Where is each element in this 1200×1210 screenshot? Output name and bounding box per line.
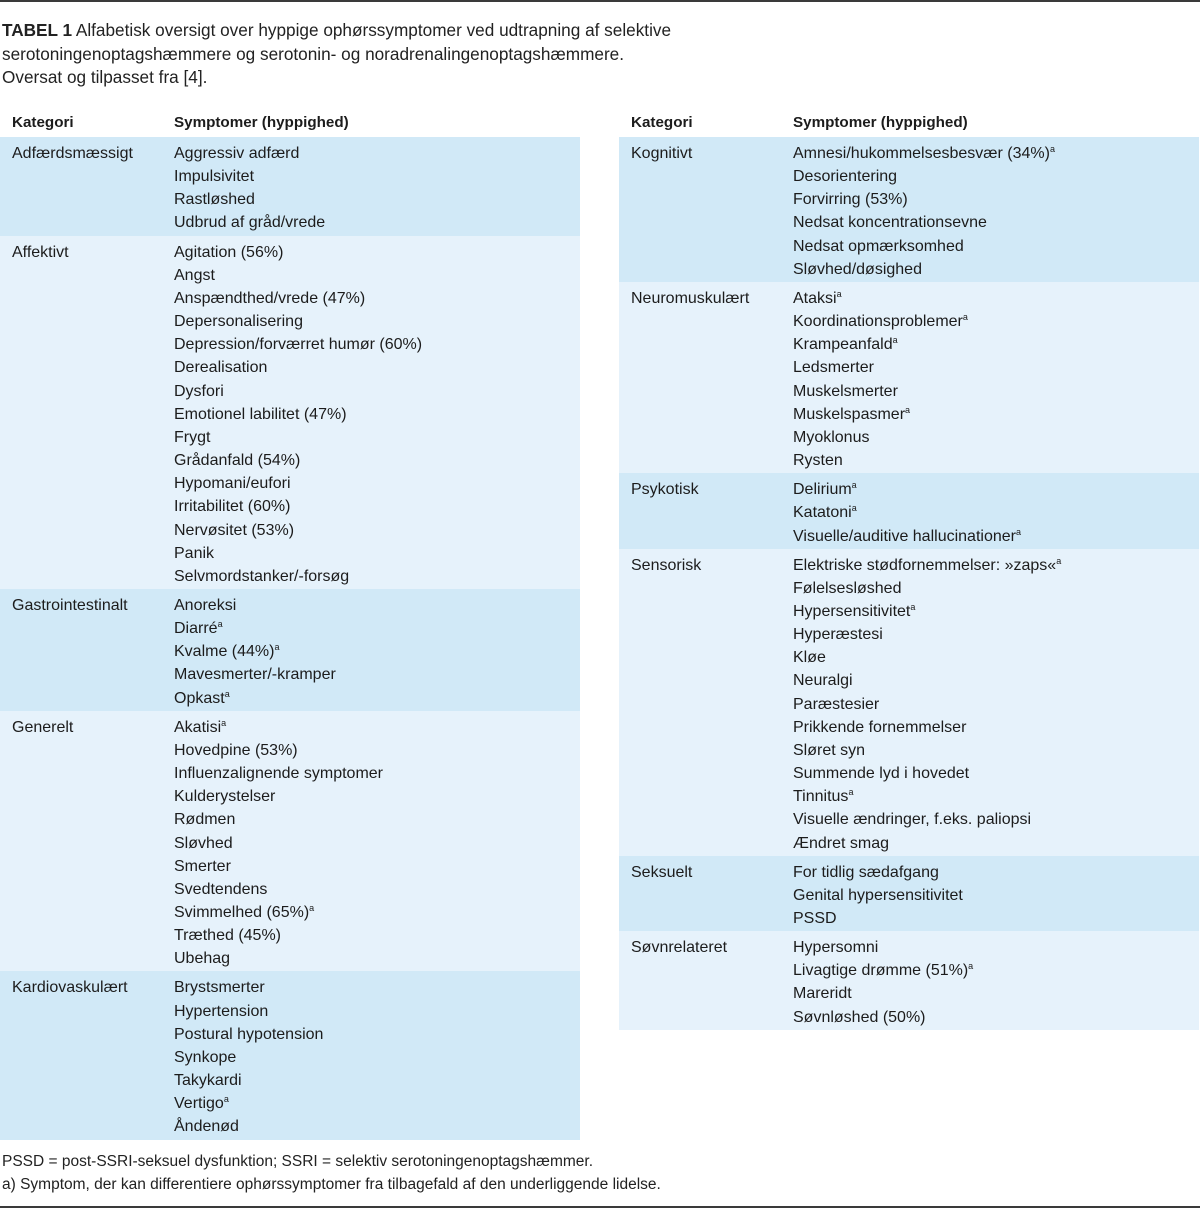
symptom-text: For tidlig sædafgang (793, 863, 939, 881)
symptom-item (174, 356, 580, 379)
symptom-text: Anoreksi (174, 596, 237, 614)
symptom-text: PSSD (793, 910, 837, 927)
table-caption (2, 19, 1192, 90)
symptom-text: Grådanfald (54%) (174, 452, 301, 470)
symptom-text: Rødmen (174, 811, 236, 829)
symptom-text: Desorientering (793, 168, 898, 186)
symptom-text: Panik (174, 544, 215, 562)
symptom-text: Sløvhed/døsighed (793, 260, 922, 278)
symptom-text: Delirium (793, 481, 852, 499)
category-row (619, 137, 1199, 282)
category-label: Seksuelt (631, 863, 693, 881)
symptom-text: Muskelsmerter (793, 382, 898, 400)
symptom-list (174, 716, 580, 971)
left-table-header (0, 108, 580, 137)
symptom-item (793, 449, 1199, 472)
category-row (0, 711, 580, 972)
footnote-marker: a (1049, 144, 1055, 154)
symptom-item (174, 594, 580, 617)
symptom-text: Ledsmerter (793, 359, 874, 377)
symptom-text: Depression/forværret humør (60%) (174, 336, 423, 354)
symptom-text: Vertigo (174, 1095, 224, 1113)
symptom-item (174, 1000, 580, 1023)
symptom-text: Aggressiv adfærd (174, 145, 300, 162)
header-symptoms: Symptomer (hyppighed) (793, 114, 968, 131)
symptom-text: Elektriske stødfornemmelser: »zaps« (793, 556, 1057, 574)
footnote-marker: a (851, 480, 857, 491)
symptom-item (793, 936, 1199, 959)
symptom-text: Frygt (174, 428, 211, 446)
symptom-item (793, 785, 1199, 808)
symptom-item (174, 947, 580, 970)
footnote-marker: a (221, 717, 227, 728)
symptom-item (793, 165, 1199, 188)
symptom-text: Summende lyd i hovedet (793, 765, 970, 783)
symptom-text: Hypertension (174, 1002, 269, 1020)
symptom-text: Dysfori (174, 382, 224, 400)
symptom-list (174, 241, 580, 588)
symptom-list (793, 142, 1199, 281)
category-row (619, 931, 1199, 1030)
symptom-item (793, 884, 1199, 907)
symptom-list (793, 554, 1199, 855)
symptom-item (174, 924, 580, 947)
footnote-marker: a (905, 404, 911, 415)
symptom-text: Nedsat koncentrationsevne (793, 214, 987, 232)
symptom-text: Koordinationsproblemer (793, 313, 963, 331)
symptom-text: Hovedpine (53%) (174, 741, 298, 759)
symptom-item (174, 472, 580, 495)
symptom-item (793, 142, 1199, 165)
symptom-text: Ændret smag (793, 834, 890, 852)
symptom-item (174, 380, 580, 403)
symptom-text: Hypersomni (793, 939, 879, 957)
symptom-item (793, 525, 1199, 548)
symptom-item (793, 356, 1199, 379)
symptom-text: Sløret syn (793, 741, 866, 759)
symptom-text: Diarré (174, 620, 218, 638)
symptom-text: Depersonalisering (174, 313, 303, 331)
symptom-item (174, 1115, 580, 1138)
left-table (0, 108, 580, 1140)
symptom-list (793, 478, 1199, 547)
symptom-text: Muskelspasmer (793, 405, 906, 423)
symptom-item (793, 600, 1199, 623)
symptom-item (793, 310, 1199, 333)
footnote-marker: a (892, 335, 898, 346)
category-row (619, 856, 1199, 931)
symptom-text: Emotionel labilitet (47%) (174, 405, 347, 423)
caption-line-3: Oversat og tilpasset fra [4]. (2, 67, 208, 87)
symptom-text: Anspændthed/vrede (47%) (174, 289, 366, 307)
symptom-item (793, 959, 1199, 982)
symptom-item (793, 982, 1199, 1005)
symptom-text: Visuelle ændringer, f.eks. paliopsi (793, 811, 1032, 829)
symptom-item (793, 739, 1199, 762)
symptom-item (793, 693, 1199, 716)
category-label: Psykotisk (631, 481, 699, 499)
symptom-item (793, 646, 1199, 669)
symptom-text: Prikkende fornemmelser (793, 718, 967, 736)
symptom-text: Mareridt (793, 985, 852, 1003)
symptom-text: Neuralgi (793, 672, 853, 690)
category-row (0, 137, 580, 236)
symptom-text: Angst (174, 266, 215, 284)
symptom-item (793, 577, 1199, 600)
footnote-marker: a (217, 619, 223, 630)
symptom-text: Kvalme (44%) (174, 643, 275, 661)
symptom-item (793, 188, 1199, 211)
symptom-text: Postural hypotension (174, 1025, 324, 1043)
footnote-marker: a (836, 288, 842, 299)
footnote-marker: a (848, 787, 854, 798)
symptom-text: Opkast (174, 689, 225, 707)
symptom-item (793, 554, 1199, 577)
symptom-item (793, 258, 1199, 281)
category-label: Adfærdsmæssigt (12, 145, 133, 162)
symptom-text: Forvirring (53%) (793, 191, 908, 209)
symptom-item (793, 333, 1199, 356)
category-row (0, 971, 580, 1139)
category-label: Neuromuskulært (631, 289, 750, 307)
symptom-text: Livagtige drømme (51%) (793, 962, 969, 980)
symptom-item (174, 663, 580, 686)
symptom-item (174, 855, 580, 878)
footnote-abbreviations: PSSD = post-SSRI-seksuel dysfunktion; SSRI = selektiv serotoningenoptagshæmmer. (2, 1153, 594, 1170)
symptom-item (793, 623, 1199, 646)
symptom-item (174, 878, 580, 901)
symptom-text: Søvnløshed (50%) (793, 1008, 926, 1026)
category-label: Søvnrelateret (631, 939, 728, 957)
symptom-text: Åndenød (174, 1118, 239, 1136)
symptom-item (793, 808, 1199, 831)
category-label: Kognitivt (631, 145, 693, 162)
symptom-text: Hypomani/eufori (174, 475, 291, 493)
symptom-item (174, 142, 580, 165)
symptom-item (793, 501, 1199, 524)
symptom-item (793, 861, 1199, 884)
symptom-item (174, 565, 580, 588)
symptom-item (174, 403, 580, 426)
symptom-item (793, 380, 1199, 403)
category-row (619, 549, 1199, 856)
symptom-item (174, 716, 580, 739)
symptom-text: Synkope (174, 1048, 237, 1066)
symptom-text: Hypersensitivitet (793, 602, 911, 620)
symptom-text: Svedtendens (174, 880, 268, 898)
symptom-text: Akatisi (174, 718, 222, 736)
caption-line-1 (2, 19, 1192, 43)
symptom-text: Katatoni (793, 504, 852, 522)
category-row (619, 473, 1199, 548)
header-category: Kategori (631, 114, 693, 131)
symptom-list (174, 142, 580, 235)
symptom-item (174, 1069, 580, 1092)
symptom-text: Nervøsitet (53%) (174, 521, 295, 539)
symptom-item (174, 333, 580, 356)
right-table-body (619, 137, 1199, 1030)
symptom-text: Ubehag (174, 950, 231, 968)
category-row (0, 236, 580, 589)
symptom-text: Rysten (793, 452, 843, 470)
symptom-list (174, 594, 580, 710)
symptom-text: Nedsat opmærksomhed (793, 237, 964, 255)
symptom-text: Udbrud af gråd/vrede (174, 214, 326, 232)
symptom-item (174, 785, 580, 808)
symptom-item (793, 1006, 1199, 1029)
footnote-marker: a (274, 642, 280, 653)
symptom-text: Selvmordstanker/-forsøg (174, 567, 350, 585)
right-table (619, 108, 1199, 1030)
symptom-item (174, 808, 580, 831)
symptom-item (174, 310, 580, 333)
right-table-header (619, 108, 1199, 137)
symptom-text: Smerter (174, 857, 231, 875)
symptom-item (793, 762, 1199, 785)
category-label: Kardiovaskulært (12, 979, 128, 997)
symptom-text: Visuelle/auditive hallucinationer (793, 527, 1016, 545)
symptom-item (793, 907, 1199, 930)
symptom-text: Genital hypersensitivitet (793, 886, 963, 904)
symptom-item (174, 640, 580, 663)
category-label: Generelt (12, 718, 74, 736)
symptom-item (174, 976, 580, 999)
symptom-item (793, 287, 1199, 310)
category-label: Affektivt (12, 243, 69, 261)
symptom-item (174, 687, 580, 710)
symptom-text: Amnesi/hukommelsesbesvær (34%) (793, 145, 1050, 162)
symptom-text: Brystsmerter (174, 979, 265, 997)
symptom-item (174, 739, 580, 762)
footnote-marker: a (1056, 555, 1062, 566)
symptom-item (174, 426, 580, 449)
footnote-marker: a (968, 961, 974, 972)
symptom-item (793, 211, 1199, 234)
symptom-text: Træthed (45%) (174, 927, 281, 945)
symptom-text: Derealisation (174, 359, 268, 377)
symptom-item (793, 716, 1199, 739)
symptom-text: Tinnitus (793, 788, 849, 806)
symptom-text: Kulderystelser (174, 788, 276, 806)
symptom-text: Hyperæstesi (793, 626, 883, 644)
symptom-item (793, 426, 1199, 449)
symptom-item (174, 542, 580, 565)
category-label: Sensorisk (631, 556, 702, 574)
symptom-text: Influenzalignende symptomer (174, 765, 384, 783)
symptom-list (793, 861, 1199, 930)
symptom-item (174, 1023, 580, 1046)
caption-label: TABEL 1 (2, 20, 73, 40)
left-table-body (0, 137, 580, 1140)
symptom-item (174, 901, 580, 924)
symptom-item (174, 1092, 580, 1115)
symptom-list (174, 976, 580, 1138)
symptom-text: Takykardi (174, 1072, 242, 1090)
footnote-marker: a (962, 312, 968, 323)
symptom-item (174, 762, 580, 785)
symptom-item (793, 235, 1199, 258)
caption-line-2: serotoningenoptagshæmmere og serotonin- og noradrenalingenoptagshæmmere. (2, 43, 624, 64)
symptom-text: Impulsivitet (174, 168, 255, 186)
symptom-item (174, 449, 580, 472)
footnote-marker: a (851, 503, 857, 514)
symptom-text: Mavesmerter/-kramper (174, 666, 336, 684)
symptom-item (174, 165, 580, 188)
symptom-text: Følelsesløshed (793, 579, 902, 597)
symptom-item (793, 669, 1199, 692)
symptom-list (793, 287, 1199, 472)
symptom-text: Rastløshed (174, 191, 255, 209)
symptom-list (793, 936, 1199, 1029)
symptom-text: Myoklonus (793, 428, 870, 446)
footnote-marker: a (224, 688, 230, 699)
bottom-rule (0, 1206, 1200, 1208)
footnote-marker: a (223, 1094, 229, 1105)
symptom-text: Ataksi (793, 289, 837, 307)
symptom-item (174, 287, 580, 310)
symptom-item (174, 1046, 580, 1069)
symptom-text: Paræstesier (793, 695, 880, 713)
symptom-item (174, 617, 580, 640)
symptom-text: Kløe (793, 649, 826, 667)
symptom-item (793, 832, 1199, 855)
top-rule (0, 0, 1200, 2)
symptom-item (174, 241, 580, 264)
caption-text-1: Alfabetisk oversigt over hyppige ophørssymptomer ved udtrapning af selektive (72, 20, 672, 40)
footnote-marker: a (1015, 526, 1021, 537)
symptom-item (174, 495, 580, 518)
symptom-item (174, 188, 580, 211)
category-row (619, 282, 1199, 473)
symptom-text: Svimmelhed (65%) (174, 904, 310, 921)
category-row (0, 589, 580, 711)
footnotes (2, 1150, 661, 1196)
category-label: Gastrointestinalt (12, 596, 128, 614)
symptom-item (174, 264, 580, 287)
footnote-marker: a (910, 601, 916, 612)
symptom-text: Agitation (56%) (174, 243, 284, 261)
symptom-item (174, 832, 580, 855)
symptom-item (793, 403, 1199, 426)
symptom-item (174, 519, 580, 542)
header-category: Kategori (12, 114, 74, 131)
footnote-marker: a (309, 903, 315, 913)
symptom-item (174, 211, 580, 234)
symptom-text: Sløvhed (174, 834, 233, 852)
symptom-item (793, 478, 1199, 501)
footnote-a: a) Symptom, der kan differentiere ophørssymptomer fra tilbagefald af den underliggende lidelse. (2, 1176, 661, 1193)
symptom-text: Krampeanfald (793, 336, 893, 354)
symptom-text: Irritabilitet (60%) (174, 498, 291, 516)
header-symptoms: Symptomer (hyppighed) (174, 114, 349, 131)
